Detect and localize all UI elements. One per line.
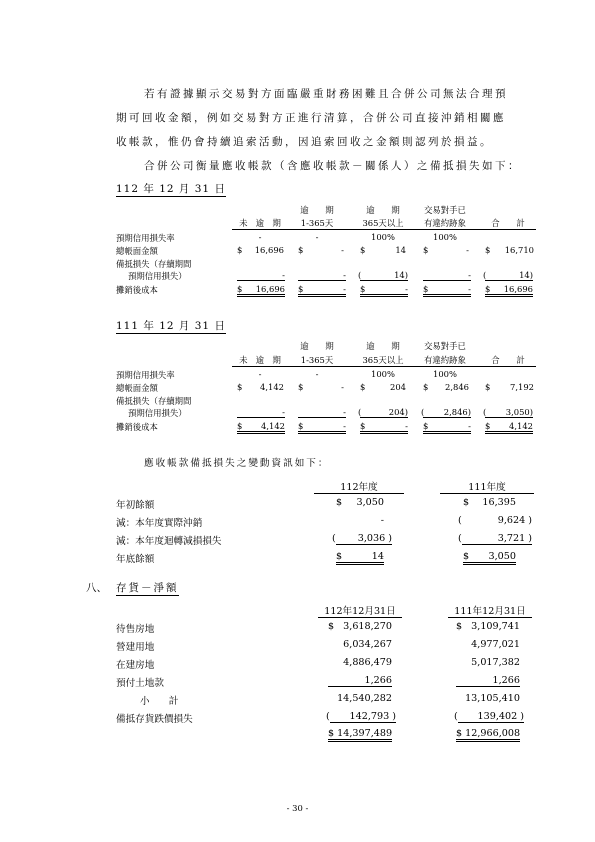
inventory-col-112: 112年12月31日 (318, 603, 402, 618)
t111-net-c5-cell (485, 421, 533, 434)
t112-gross-c5: 16,710 (504, 245, 534, 255)
movement-r0-111: 16,395 (482, 497, 516, 508)
t112-allow-c3-paren: ( (358, 270, 362, 280)
t111-gross-c2-dollar: $ (298, 382, 304, 392)
inventory-row-label: 備抵存貨跌價損失 (116, 714, 193, 725)
movement-r3-112-dollar: $ (336, 551, 343, 562)
table-112-date: 112 年 12 月 31 日 (116, 183, 226, 195)
t111-net-c4-dollar: $ (423, 421, 429, 431)
movement-r2-111: 3,721 ) (462, 533, 532, 545)
t112-gross-c3: 14 (395, 245, 406, 255)
t111-net-label: 攤銷後成本 (116, 422, 158, 432)
inventory-r2-111: 5,017,382 (471, 657, 520, 668)
t112-allow-c4: - (423, 270, 471, 281)
t112-gross-c4-dollar: $ (423, 245, 429, 255)
t111-net-c5-dollar: $ (485, 421, 491, 431)
movement-r2-112-paren: ( (332, 533, 336, 544)
t111-allow-c4: 2,846) (423, 407, 471, 418)
movement-row-label: 減：本年度實際沖銷 (116, 518, 203, 529)
t112-gross-label: 總帳面金額 (116, 246, 158, 256)
movement-r0-111-dollar: $ (463, 497, 470, 508)
t112-net-c4: - (468, 284, 471, 294)
movement-r3-111: 3,050 (488, 551, 516, 562)
inventory-r1-112: 6,034,267 (343, 639, 392, 650)
t112-net-c2-dollar: $ (298, 284, 304, 294)
t111-gross-c4: 2,846 (445, 382, 469, 392)
inventory-r5-111: 139,402 ) (458, 711, 524, 723)
t111-allow-label-1: 備抵損失（存續期間 (116, 396, 192, 406)
section-heading: 存貨－淨額 (116, 582, 179, 594)
movement-r1-111: 9,624 ) (497, 515, 532, 526)
movement-r3-111-cell (463, 551, 516, 565)
movement-r1-112: - (380, 515, 384, 526)
table-111-date: 111 年 12 月 31 日 (116, 320, 226, 332)
t112-allow-c2: - (298, 270, 346, 281)
t112-net-c5-cell (485, 284, 533, 297)
t111-rate-label: 預期信用損失率 (116, 370, 175, 380)
t112-net-c3: - (405, 284, 408, 294)
t111-allow-c5-paren: ( (483, 407, 487, 417)
t112-h-overdue1-top: 逾 期 (300, 205, 334, 215)
t111-net-c2: - (343, 421, 346, 431)
t111-gross-label: 總帳面金額 (116, 383, 158, 393)
movement-r3-112-cell (336, 551, 384, 565)
t112-net-c3-cell (360, 284, 408, 297)
t112-allow-c1: - (237, 270, 285, 281)
t111-net-c3-cell (360, 421, 408, 434)
t111-allow-c3: 204) (360, 407, 408, 418)
t111-gross-c3-dollar: $ (360, 382, 366, 392)
t112-gross-c4: - (466, 245, 469, 255)
t112-net-c4-cell (423, 284, 471, 297)
movement-row-label: 年底餘額 (116, 554, 155, 565)
t111-h-total: 合 計 (491, 355, 525, 365)
movement-r2-112: 3,036 ) (336, 533, 392, 545)
t112-net-label: 攤銷後成本 (116, 285, 158, 295)
t112-allow-c5: 14) (485, 270, 533, 281)
t111-allow-label-2: 預期信用損失） (128, 408, 187, 418)
t111-h-default-top: 交易對手已 (424, 341, 466, 351)
t111-gross-c4-dollar: $ (423, 382, 429, 392)
t112-net-c1: 16,696 (255, 284, 285, 294)
t111-net-c3-dollar: $ (360, 421, 366, 431)
t111-rate-c3: 100% (371, 369, 395, 379)
inventory-r0-111-dollar: $ (456, 621, 463, 632)
t112-net-c5-dollar: $ (485, 284, 491, 294)
t111-net-c2-dollar: $ (298, 421, 304, 431)
inventory-r2-112: 4,886,479 (343, 657, 392, 668)
t111-allow-c3-paren: ( (358, 407, 362, 417)
t112-net-c1-cell (237, 284, 285, 297)
inventory-row-label: 預付土地款 (116, 678, 164, 689)
t111-h-default-bot: 有違約跡象 (424, 355, 466, 365)
t112-h-not-overdue: 未 逾 期 (239, 218, 281, 228)
t112-gross-c5-dollar: $ (485, 245, 491, 255)
t112-net-c5: 16,696 (503, 284, 533, 294)
t112-allow-label-1: 備抵損失（存續期間 (116, 259, 192, 269)
movement-col-111: 111年度 (440, 479, 534, 494)
inventory-r4-112: 14,540,282 (337, 693, 392, 704)
t112-rate-c3: 100% (371, 232, 395, 242)
t111-net-c1: 4,142 (261, 421, 285, 431)
page-number: - 30 - (286, 803, 309, 813)
t111-h-not-overdue: 未 逾 期 (239, 355, 281, 365)
t111-h-overdue2-bot: 365天以上 (362, 355, 404, 365)
t111-gross-c5: 7,192 (510, 382, 534, 392)
movement-r1-111-paren: ( (458, 515, 462, 526)
inventory-r4-111: 13,105,410 (465, 693, 520, 704)
inventory-r5-112-paren: ( (326, 711, 330, 722)
t112-rate-c1: - (258, 232, 262, 242)
t111-net-c5: 4,142 (509, 421, 533, 431)
t111-gross-c3: 204 (390, 382, 406, 392)
t112-allow-c3: 14) (360, 270, 408, 281)
t112-net-c2: - (343, 284, 346, 294)
t112-net-c4-dollar: $ (423, 284, 429, 294)
movement-r0-112: 3,050 (356, 497, 384, 508)
t111-rate-c4: 100% (433, 369, 457, 379)
t111-gross-c1: 4,142 (260, 382, 284, 392)
t112-h-default-bot: 有違約跡象 (424, 218, 466, 228)
t111-gross-c5-dollar: $ (485, 382, 491, 392)
inventory-row-label: 在建房地 (116, 660, 155, 671)
inventory-total-112: $ 14,397,489 (328, 728, 392, 742)
inventory-r5-111-paren: ( (454, 711, 458, 722)
t111-allow-c4-paren: ( (421, 407, 425, 417)
t111-net-c1-dollar: $ (237, 421, 243, 431)
inventory-r0-112: 3,618,270 (343, 621, 392, 632)
t112-gross-c1-dollar: $ (237, 245, 243, 255)
inventory-row-label: 營建用地 (116, 642, 155, 653)
t112-gross-c2: - (341, 245, 344, 255)
t111-net-c3: - (405, 421, 408, 431)
inventory-r0-112-dollar: $ (328, 621, 335, 632)
t111-allow-c1: - (237, 407, 285, 418)
t112-h-overdue1-bot: 1-365天 (300, 218, 334, 228)
t112-net-c3-dollar: $ (360, 284, 366, 294)
movement-row-label: 年初餘額 (116, 500, 155, 511)
t111-net-c1-cell (237, 421, 285, 434)
t112-rate-c2: - (315, 232, 319, 242)
t111-net-c4: - (468, 421, 471, 431)
inventory-row-label: 待售房地 (116, 624, 155, 635)
movement-r2-111-paren: ( (458, 533, 462, 544)
movement-intro: 應收帳款備抵損失之變動資訊如下： (144, 458, 330, 469)
t111-net-c2-cell (298, 421, 346, 434)
t111-rate-c1: - (258, 369, 262, 379)
t112-gross-c3-dollar: $ (360, 245, 366, 255)
t111-h-overdue2-top: 逾 期 (366, 341, 400, 351)
inventory-r0-111: 3,109,741 (471, 621, 520, 632)
t112-net-c1-dollar: $ (237, 284, 243, 294)
t112-h-total: 合 計 (491, 218, 525, 228)
movement-r3-111-dollar: $ (463, 551, 470, 562)
t111-allow-c5: 3,050) (485, 407, 533, 418)
t112-gross-c1: 16,696 (254, 245, 284, 255)
t112-net-c2-cell (298, 284, 346, 297)
t111-gross-c1-dollar: $ (237, 382, 243, 392)
movement-col-112: 112年度 (314, 479, 404, 494)
intro-line-1: 若有證據顯示交易對方面臨嚴重財務困難且合併公司無法合理預 (144, 88, 508, 100)
inventory-r3-112: 1,266 (328, 675, 392, 687)
t111-h-overdue1-top: 逾 期 (300, 341, 334, 351)
t111-rate-c2: - (315, 369, 319, 379)
inventory-col-111: 111年12月31日 (448, 603, 532, 618)
inventory-r1-111: 4,977,021 (471, 639, 520, 650)
inventory-total-111: $ 12,966,008 (456, 728, 520, 742)
intro-line-4: 合併公司衡量應收帳款（含應收帳款－關係人）之備抵損失如下： (144, 160, 521, 172)
t112-rate-c4: 100% (433, 232, 457, 242)
inventory-r5-112: 142,793 ) (330, 711, 396, 723)
t112-gross-c2-dollar: $ (298, 245, 304, 255)
t111-allow-c2: - (298, 407, 346, 418)
t112-h-overdue2-top: 逾 期 (366, 205, 400, 215)
intro-line-2: 期可回收金額，例如交易對方正進行清算，合併公司直接沖銷相關應 (116, 112, 506, 124)
inventory-row-label: 小 計 (140, 696, 179, 707)
intro-line-3: 收帳款，惟仍會持續追索活動，因追索回收之金額則認列於損益。 (116, 136, 493, 148)
inventory-r3-111: 1,266 (456, 675, 520, 687)
movement-r0-112-dollar: $ (336, 497, 343, 508)
t111-h-overdue1-bot: 1-365天 (300, 355, 334, 365)
t111-net-c4-cell (423, 421, 471, 434)
t112-allow-c5-paren: ( (483, 270, 487, 280)
t112-rate-label: 預期信用損失率 (116, 233, 175, 243)
section-number: 八、 (86, 582, 107, 594)
t112-h-default-top: 交易對手已 (424, 205, 466, 215)
t112-h-overdue2-bot: 365天以上 (362, 218, 404, 228)
t112-allow-label-2: 預期信用損失） (128, 271, 187, 281)
movement-r3-112: 14 (371, 551, 384, 562)
movement-row-label: 減：本年度迴轉減損損失 (116, 536, 222, 547)
t111-gross-c2: - (341, 382, 344, 392)
